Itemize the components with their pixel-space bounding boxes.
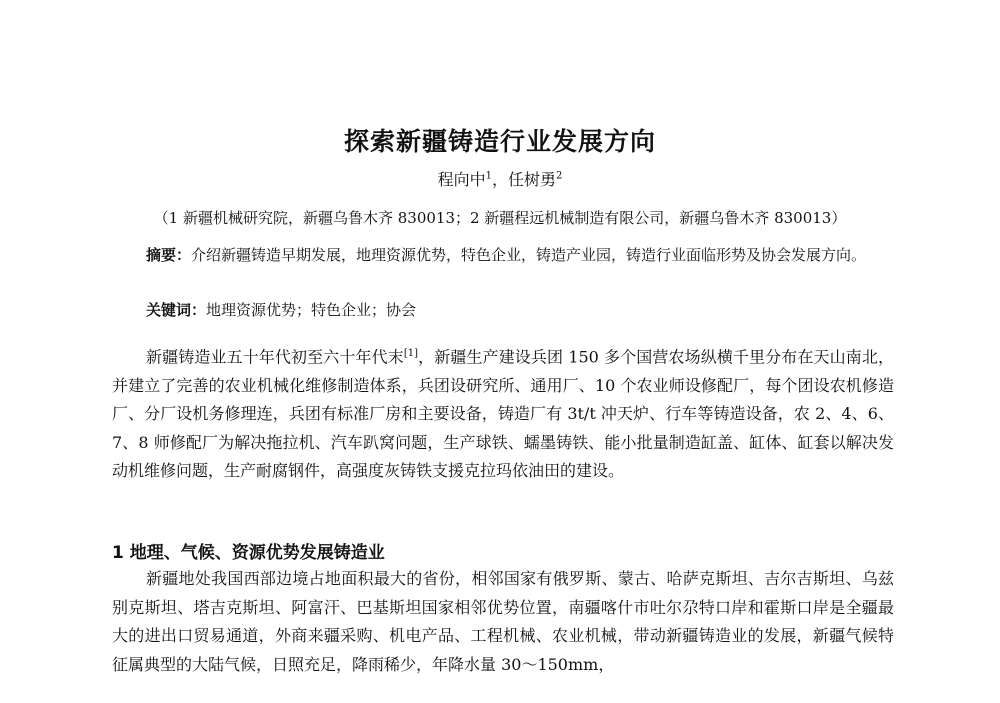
author-name-2: 任树勇: [508, 170, 557, 189]
section-heading-1: 1 地理、气候、资源优势发展铸造业: [112, 543, 385, 563]
paragraph-1-text-b: ，新疆生产建设兵团 150 多个国营农场纵横千里分布在天山南北，并建立了完善的农业机械化维修制造体系，兵团设研究所、通用厂、10 个农业师设修配厂，每个团设农机修造厂、分厂设机务修理连，兵团有标准厂房和主要设备，铸造厂有 3t/t 冲天炉、行车等铸造设备，农 2、4、6、7、8 师修配厂为解决拖拉机、汽车趴窝问题，生产球铁、蠕墨铸铁、能小批量制造缸盖、缸体、缸套以解决发动机维修问题，生产耐腐钢件，高强度灰铸铁支援克拉玛依油田的建设。: [112, 347, 894, 481]
abstract: [112, 242, 894, 268]
abstract-text: 介绍新疆铸造早期发展，地理资源优势，特色企业，铸造产业园，铸造行业面临形势及协会发展方向。: [191, 246, 867, 264]
body-paragraph-1: [112, 340, 894, 486]
keywords-text: 地理资源优势；特色企业；协会: [206, 301, 417, 319]
author-separator: ，: [491, 170, 508, 189]
abstract-label: 摘要：: [146, 246, 192, 264]
author-sup-2: 2: [556, 170, 563, 182]
body-paragraph-2: 新疆地处我国西部边境占地面积最大的省份，相邻国家有俄罗斯、蒙古、哈萨克斯坦、吉尔吉斯坦、乌兹别克斯坦、塔吉克斯坦、阿富汗、巴基斯坦国家相邻优势位置，南疆喀什市吐尔尕特口岸和霍斯口岸是全疆最大的进出口贸易通道，外商来疆采购、机电产品、工程机械、农业机械，带动新疆铸造业的发展，新疆气候特征属典型的大陆气候，日照充足，降雨稀少，年降水量 30～150mm，: [112, 569, 894, 674]
paragraph-1-text-a: 新疆铸造业五十年代初至六十年代末: [146, 347, 404, 367]
keywords: [146, 297, 894, 323]
paper-title: 探索新疆铸造行业发展方向: [343, 127, 656, 156]
author-line: [0, 167, 1000, 190]
citation-ref-1: [1]: [403, 348, 418, 359]
author-name-1: 程向中: [437, 170, 486, 189]
author-sup-1: 1: [485, 170, 492, 182]
affiliation: （1 新疆机械研究院，新疆乌鲁木齐 830013；2 新疆程远机械制造有限公司，新疆乌鲁木齐 830013）: [153, 209, 847, 227]
keywords-label: 关键词：: [146, 301, 207, 319]
